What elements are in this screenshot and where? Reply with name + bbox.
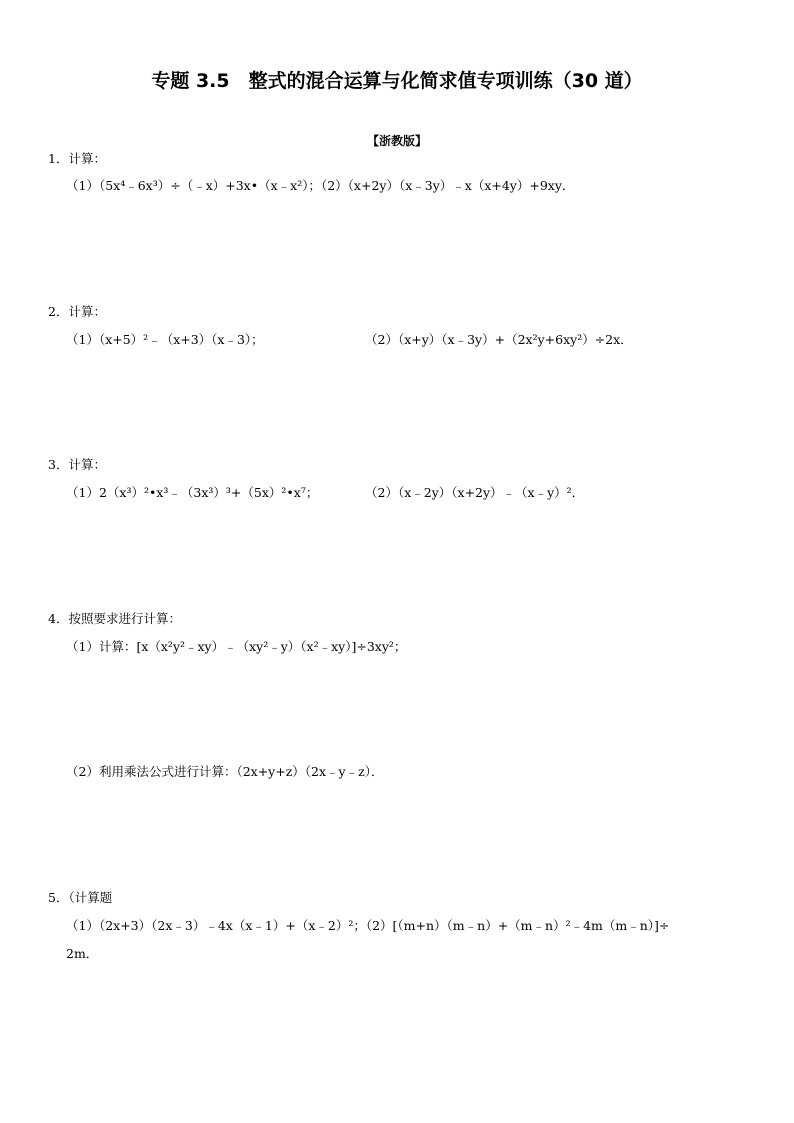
page-title: 专题 3.5 整式的混合运算与化简求值专项训练（30 道） (151, 70, 643, 92)
problem-3-heading: 3．计算： (48, 457, 106, 472)
problem-2-part-2: （2）（x+y）（x﹣3y）+（2x²y+6xy²）÷2x． (365, 332, 633, 347)
problem-2-part-1: （1）（x+5）²﹣（x+3）（x﹣3）； (66, 332, 264, 347)
problem-5-line-2: 2m． (66, 946, 99, 961)
problem-3-part-2: （2）（x﹣2y）（x+2y）﹣（x﹣y）²． (365, 485, 585, 500)
problem-5-heading: 5．（计算题 (48, 890, 113, 905)
problem-4-part-2: （2）利用乘法公式进行计算：（2x+y+z）（2x﹣y﹣z）． (66, 764, 384, 779)
problem-3-part-1: （1）2（x³）²•x³﹣（3x³）³+（5x）²•x⁷； (66, 485, 319, 500)
problem-4-heading: 4．按照要求进行计算： (48, 611, 181, 626)
problem-4-part-1: （1）计算：[x（x²y²﹣xy）﹣（xy²﹣y）（x²﹣xy）]÷3xy²； (66, 639, 407, 654)
problem-1-heading: 1．计算： (48, 151, 106, 166)
problem-5-line-1: （1）（2x+3）（2x﹣3）﹣4x（x﹣1）+（x﹣2）²；（2）[（m+n）（m﹣n）+（m﹣n）²﹣4m（m﹣n）]÷ (66, 918, 670, 933)
edition-label: 【浙教版】 (366, 134, 427, 148)
problem-2-heading: 2．计算： (48, 304, 106, 319)
problem-1-expression: （1）（5x⁴﹣6x³）÷（﹣x）+3x•（x﹣x²）；（2）（x+2y）（x﹣3y）﹣x（x+4y）+9xy． (66, 178, 575, 193)
